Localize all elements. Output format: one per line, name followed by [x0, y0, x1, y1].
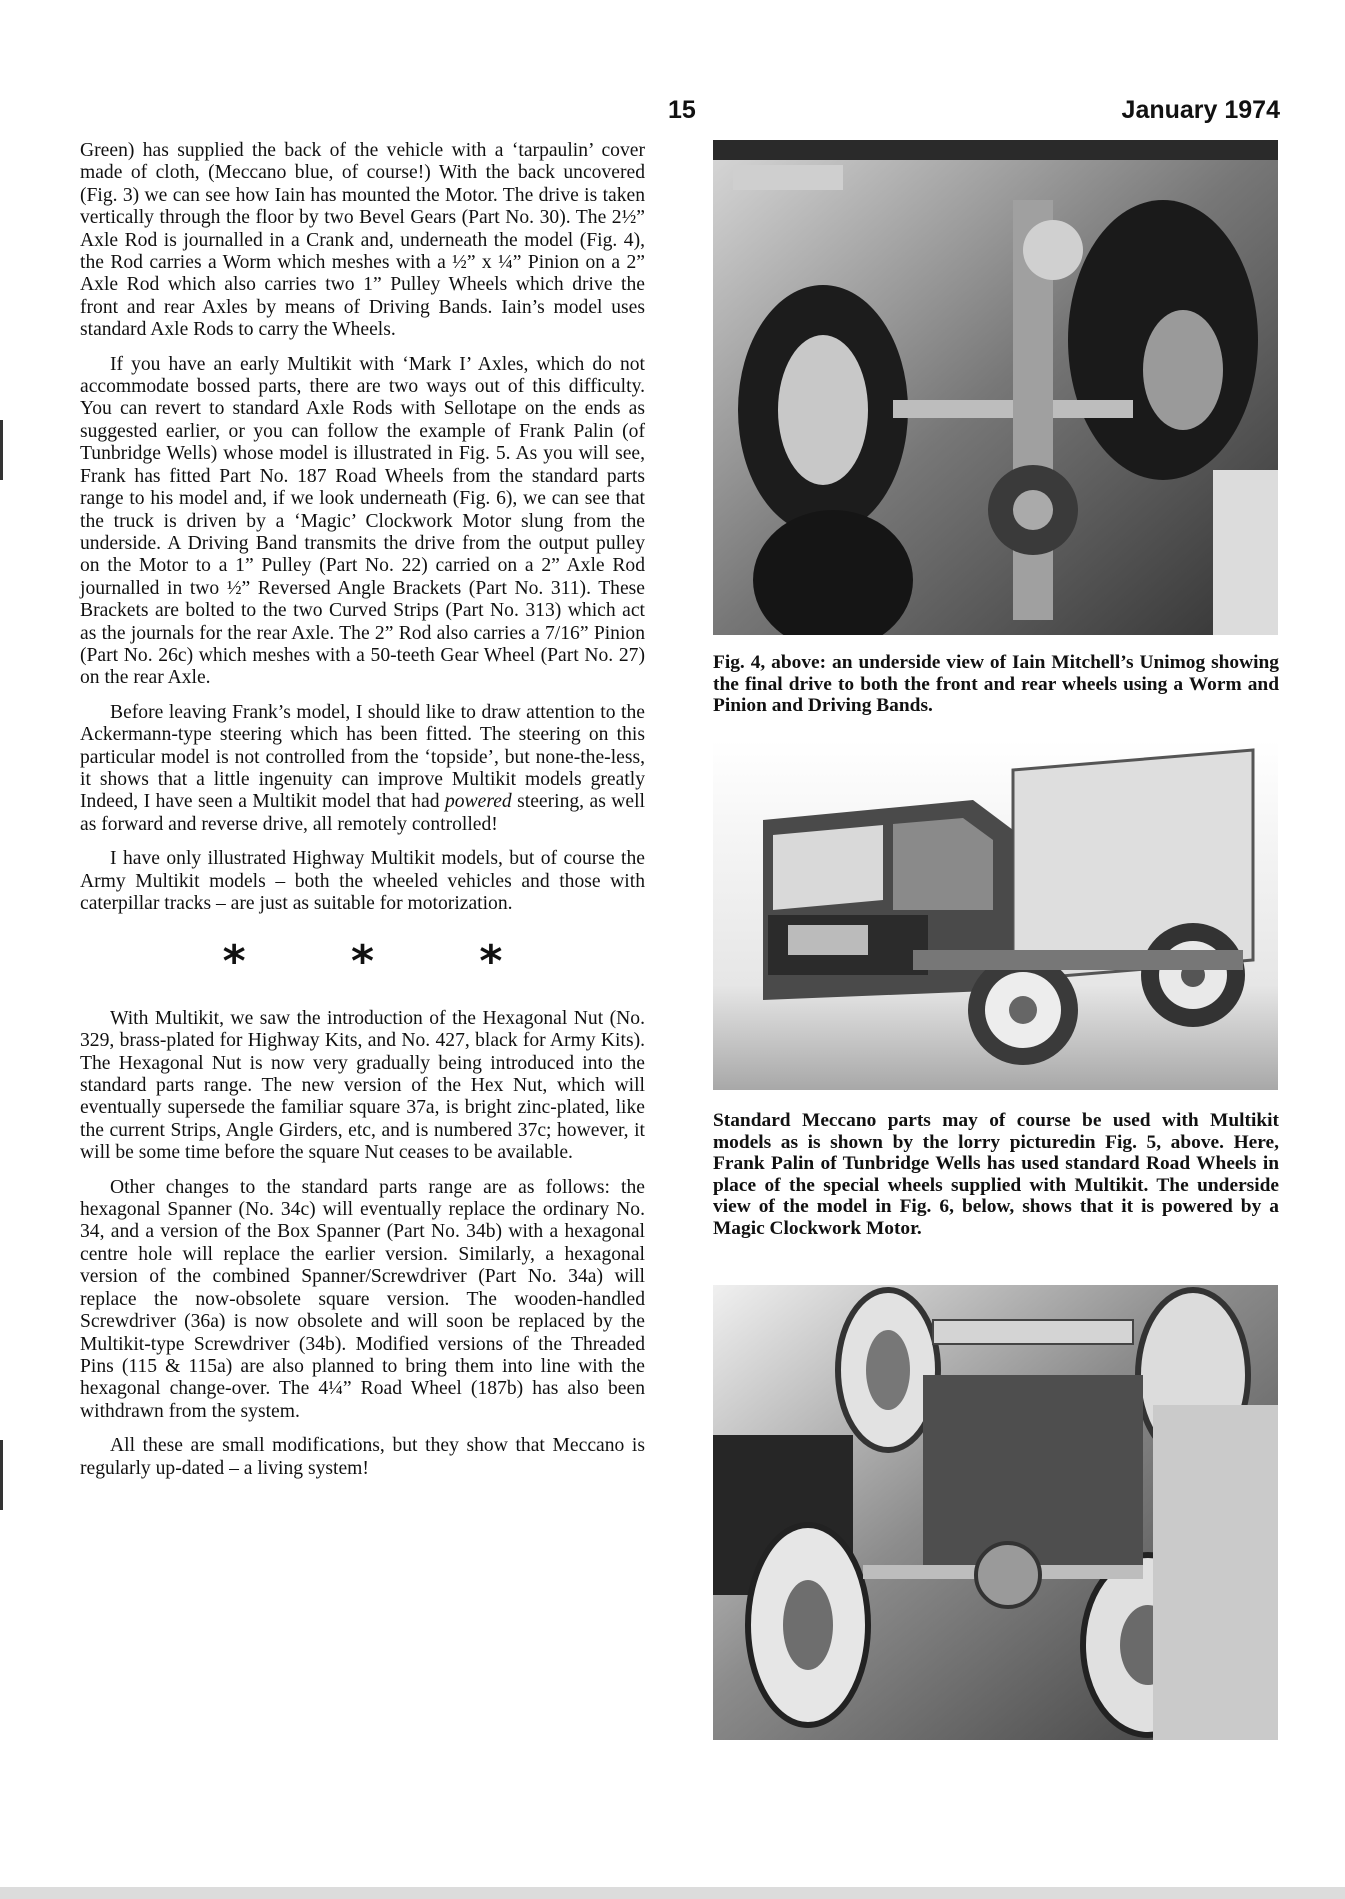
- paragraph-text: Before leaving Frank’s model, I should like to draw attention to the Ackermann-type steering which has been fitted. The steering on this particular model is not controlled from the ‘topside’, but none-the-less, it shows that a little ingenuity can improve Multikit models greatly Indeed, I have seen a Multikit model that had: [80, 701, 645, 813]
- page-number: 15: [668, 96, 696, 124]
- section-separator: [80, 936, 645, 988]
- fig5-photo: [713, 740, 1278, 1090]
- article-paragraph: With Multikit, we saw the introduction of the Hexagonal Nut (No. 329, brass-plated for Highway Kits, and No. 427, black for Army Kits). The Hexagonal Nut is now very gradually being introduced into the standard parts range. The new version of the Hex Nut, which will eventually supersede the familiar square 37a, is bright zinc-plated, like the current Strips, Angle Girders, etc, and is numbered 37c; however, it will be some time before the square Nut ceases to be available.: [80, 1007, 645, 1164]
- asterisk: *: [222, 936, 246, 988]
- asterisk: *: [350, 936, 374, 988]
- paragraph-text: steering, as well as forward and reverse drive, all remotely controlled!: [80, 791, 645, 835]
- article-paragraph: Green) has supplied the back of the vehicle with a ‘tarpaulin’ cover made of cloth, (Meccano blue, of course!) With the back uncovered (Fig. 3) we can see how Iain has mounted the Motor. The drive is taken vertically through the floor by two Bevel Gears (Part No. 30). The 2½” Axle Rod is journalled in a Crank and, underneath the model (Fig. 4), the Rod carries a Worm which meshes with a ½” x ¼” Pinion on a 2” Axle Rod which also carries two 1” Pulley Wheels which drive the front and rear Axles by means of Driving Bands. Iain’s model uses standard Axle Rods to carry the Wheels.: [80, 140, 645, 341]
- asterisk: *: [479, 936, 503, 988]
- binding-mark: [0, 1440, 3, 1510]
- scan-edge: [0, 1887, 1345, 1899]
- article-paragraph: All these are small modifications, but they show that Meccano is regularly up-dated – a living system!: [80, 1435, 645, 1479]
- article-paragraph: If you have an early Multikit with ‘Mark I’ Axles, which do not accommodate bossed parts, there are two ways out of this difficulty. You can revert to standard Axle Rods with Sellotape on the ends as suggested earlier, or you can follow the example of Frank Palin (of Tunbridge Wells) whose model is illustrated in Fig. 5. As you will see, Frank has fitted Part No. 187 Road Wheels from the standard parts range to his model and, if we look underneath (Fig. 6), we can see that the truck is driven by a ‘Magic’ Clockwork Motor slung from the underside. A Driving Band transmits the drive from the output pulley on the Motor to a 1” Pulley (Part No. 22) carried on a 2” Axle Rod journalled in two ½” Reversed Angle Brackets (Part No. 311). These Brackets are bolted to the two Curved Strips (Part No. 313) which act as the journals for the rear Axle. The 2” Rod also carries a 7/16” Pinion (Part No. 26c) which meshes with a 50-teeth Gear Wheel (Part No. 27) on the rear Axle.: [80, 353, 645, 689]
- fig4-photo: [713, 140, 1278, 635]
- article-text-column: [80, 140, 645, 1492]
- emphasis-word: powered: [444, 791, 512, 813]
- article-paragraph: [80, 702, 645, 836]
- article-paragraph: I have only illustrated Highway Multikit models, but of course the Army Multikit models – both the wheeled vehicles and those with caterpillar tracks – are just as suitable for motorization.: [80, 848, 645, 914]
- fig5-6-caption: Standard Meccano parts may of course be used with Multikit models as is shown by the lorry picturedin Fig. 5, above. Here, Frank Palin of Tunbridge Wells has used standard Road Wheels in place of the special wheels supplied with Multikit. The underside view of the model in Fig. 6, below, shows that it is powered by a Magic Clockwork Motor.: [713, 1110, 1279, 1239]
- article-paragraph: Other changes to the standard parts range are as follows: the hexagonal Spanner (No. 34c) will eventually replace the ordinary No. 34, and a version of the Box Spanner (Part No. 34b) with a hexagonal centre hole will replace the earlier version. Similarly, a hexagonal version of the combined Spanner/Screwdriver (Part No. 34a) will replace the now-obsolete square version. The wooden-handled Screwdriver (36a) is now obsolete and will soon be replaced by the Multikit-type Screwdriver (34b). Modified versions of the Threaded Pins (115 & 115a) are also planned to bring them into line with the hexagonal change-over. The 4¼” Road Wheel (187b) has also been withdrawn from the system.: [80, 1176, 645, 1422]
- fig6-photo: [713, 1285, 1278, 1740]
- issue-date: January 1974: [1121, 96, 1280, 124]
- binding-mark: [0, 420, 3, 480]
- fig4-caption: Fig. 4, above: an underside view of Iain Mitchell’s Unimog showing the final drive to both the front and rear wheels using a Worm and Pinion and Driving Bands.: [713, 652, 1279, 717]
